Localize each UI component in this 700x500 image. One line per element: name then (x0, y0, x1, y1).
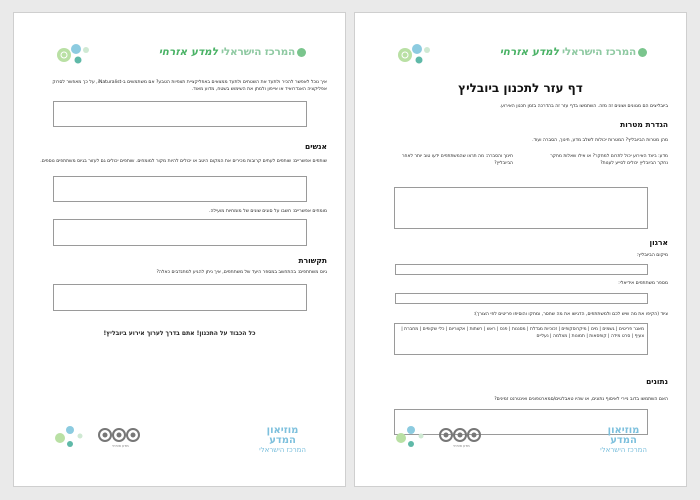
document-page-right (354, 12, 687, 487)
section-heading-organization: ארגון (649, 238, 668, 247)
answer-box-intro[interactable] (53, 101, 307, 127)
partner-label: מדע אזרחי (453, 444, 470, 448)
brand-name: המרכז הישראלי למדע אזרחי (159, 46, 306, 58)
answer-box-recruitment[interactable] (53, 284, 307, 311)
goal-education: חינוך והסברה: מה תרצו שהמשתתפים ידעו טוב יותר לאחר הביובליץ? (401, 154, 513, 166)
section-heading-communication: תקשורת (298, 256, 327, 265)
data-question: האם השתמשו בדוב ניירי לאיסוף נתונים, או שהיו טאבלטים/סמארטפונים ואינטרנט זמינים? (494, 397, 668, 402)
brand-dot-icon (638, 48, 647, 57)
brand-dot-icon (297, 48, 306, 57)
goals-question: מהן מטרות הביובליץ? המטרות יכולות לשלב מדע, חינוך, הסברה ועוד. (532, 138, 668, 143)
page-title: דף עזר לתכנון ביובליץ (458, 81, 583, 95)
location-field[interactable] (395, 264, 648, 275)
brand-name: המרכז הישראלי למדע אזרחי (500, 46, 647, 58)
footer-logos (395, 424, 647, 452)
closing-message: כל הכבוד על התכנון! אתם בדרך לערוך אירוע ביובליץ! (103, 330, 256, 337)
intro-text: ביובליצים הם מגוונים ושונים זה מזה. השתמשו בדף עזר זה בהדרכה בזמן תכנון האירוע. (499, 104, 668, 109)
section-heading-goals: הגדרת מטרות (620, 120, 668, 129)
partner-rings-icon (439, 427, 484, 443)
org-equipment-label: ציוד (הקיפו את מה שיש לכם ולמשתתפים, הדגישו את מה שחסר, ומחקו והוסיפו פריטים לפי הצורך): (473, 312, 668, 317)
footer-bubbles-icon (54, 424, 89, 452)
section-heading-data: נתונים (646, 377, 668, 386)
museum-logo: מוזיאון המדע המרכז הישראלי (259, 425, 306, 454)
header-logo (54, 43, 306, 67)
partner-rings-icon (98, 427, 143, 443)
intro-text: איך נוכל לאפשר להכיר ולתעד את השטחים ולתעד ממצאים באפליקציית תצפיות הטבע? אם משתמשים ב-iNaturalist, על כך מאפשר לסרוק אפליקציה האנדרואיד או אייפון ולמתן את השימוש בשטח, מדוע מאוד. (52, 80, 327, 92)
equipment-list-box[interactable]: מאגר פריטים | גשמים | מים | מיקרוסקופים | זכוכיות מגדלת | מסננות | פנס | ראש | רשתות | אקווריום | כלי שקופים | מחברת | צעיף | סרט מידה | קופסאות | תמונות | מצלמה | נעליים (394, 323, 648, 355)
goal-science: מדע: ביצד האירוע יכול לתרום למחקר? או אילו שאלות מחקר נחקר הביובליץ יכולים לסייע לענות? (550, 154, 668, 166)
goals-columns (395, 153, 668, 167)
communication-question: גיוס משתתפים: בהתחשב במספר היעד של משתתפים, איך ניתן להגיע למתנדבים כאלה? (156, 270, 327, 275)
org-participants-label: מספר משתתפים אידיאלי: (618, 281, 668, 286)
museum-logo: מוזיאון המדע המרכז הישראלי (600, 425, 647, 454)
document-page-left (13, 12, 346, 487)
answer-box-goals[interactable] (394, 187, 648, 229)
people-question: שותפים אפשריים: שותפים לעתים קרובות מכירים את המקום היטב או יכולים להיות מקור למומחים. שותפים יכולים גם לעזור בגיוס משתתפים נוספים. (40, 159, 327, 164)
answer-box-partners[interactable] (53, 176, 307, 202)
bubbles-logo-icon (54, 43, 104, 69)
section-heading-people: אנשים (305, 142, 327, 151)
participants-field[interactable] (395, 293, 648, 304)
experts-question: מומחים אפשריים: חשבו על סוגים שונים של מומחיות מועילה. (209, 209, 327, 214)
footer-bubbles-icon (395, 424, 430, 452)
answer-box-experts[interactable] (53, 219, 307, 246)
header-logo (395, 43, 647, 67)
bubbles-logo-icon (395, 43, 445, 69)
org-location-label: מיקום הביובליץ: (636, 253, 668, 258)
footer-logos (54, 424, 306, 452)
partner-label: מדע אזרחי (112, 444, 129, 448)
